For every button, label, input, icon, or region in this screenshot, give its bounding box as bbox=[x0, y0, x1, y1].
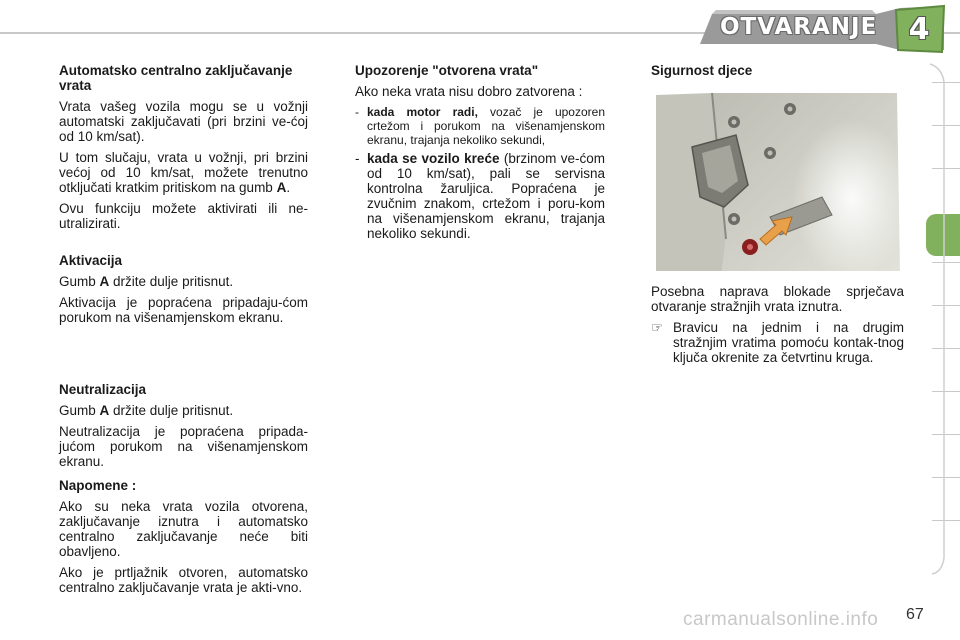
button-a-reference: A bbox=[99, 274, 110, 289]
notes-paragraph-2: Ako je prtljažnik otvoren, automatsko centralno zaključavanje vrata je akti-vno. bbox=[59, 565, 308, 595]
section-title-child-safety: Sigurnost djece bbox=[651, 63, 753, 78]
notes-paragraph-1: Ako su neka vrata vozila otvorena, zaključavanje iznutra i automatsko centralno zaključavanje neće biti obavljeno. bbox=[59, 499, 308, 559]
section-title-activation: Aktivacija bbox=[59, 253, 123, 268]
notes-section bbox=[59, 478, 308, 601]
door-warning-intro: Ako neka vrata nisu dobro zatvorena : bbox=[355, 84, 583, 99]
button-a-reference: A bbox=[99, 403, 110, 418]
activation-paragraph-2: Aktivacija je popraćena pripadaju-ćom porukom na višenamjenskom ekranu. bbox=[59, 295, 308, 325]
section-title-door-open-warning: Upozorenje "otvorena vrata" bbox=[355, 63, 539, 78]
pointing-hand-icon: ☞ bbox=[651, 320, 664, 335]
child-safety-instruction: Bravicu na jednim i na drugim stražnjim vratima pomoću kontak-tnog ključa okrenite za četvrtinu kruga. bbox=[673, 320, 904, 365]
section-title-notes: Napomene : bbox=[59, 478, 137, 493]
neutralization-paragraph-2: Neutralizacija je popraćena pripada-jućom porukom na višenamjenskom ekranu. bbox=[59, 424, 308, 469]
chapter-number: 4 bbox=[908, 12, 930, 47]
engine-running-label: kada motor radi, bbox=[367, 105, 478, 119]
vehicle-moving-label: kada se vozilo kreće bbox=[367, 151, 500, 166]
middle-column bbox=[355, 63, 605, 245]
watermark: carmanualsonline.info bbox=[683, 609, 879, 630]
page-header bbox=[0, 0, 960, 60]
tabs-outline bbox=[920, 60, 960, 580]
activation-paragraph-1: Gumb A držite dulje pritisnut. bbox=[59, 274, 234, 289]
child-lock-illustration bbox=[652, 89, 902, 271]
list-item bbox=[651, 320, 904, 365]
central-locking-paragraph-3: Ovu funkciju možete aktivirati ili ne-utralizirati. bbox=[59, 201, 308, 231]
child-safety-paragraph: Posebna naprava blokade sprječava otvaranje stražnjih vrata iznutra. bbox=[651, 284, 904, 314]
activation-section bbox=[59, 253, 308, 331]
child-safety-text bbox=[651, 284, 904, 369]
neutralization-section bbox=[59, 382, 308, 475]
neutralization-paragraph-1: Gumb A držite dulje pritisnut. bbox=[59, 403, 234, 418]
chapter-title: OTVARANJE bbox=[720, 14, 878, 40]
list-item: - kada motor radi, vozač je upozoren crtežom i porukom na višenamjenskom ekranu, trajanja nekoliko sekundi, bbox=[355, 105, 605, 147]
page-number: 67 bbox=[906, 606, 924, 623]
section-title-neutralization: Neutralizacija bbox=[59, 382, 147, 397]
list-item: - kada se vozilo kreće (brzinom ve-ćom od 10 km/sat), pali se servisna kontrolna žaruljica. Popraćena je zvučnim znakom, crtežom i poru-kom na višenamjenskom ekranu, trajanja nekoliko sekundi. bbox=[355, 151, 605, 241]
button-a-reference: A bbox=[276, 180, 287, 195]
central-locking-paragraph-2: U tom slučaju, vrata u vožnji, pri brzini većoj od 10 km/sat, možete trenutno otključati kratkim pritiskom na gumb A. bbox=[59, 150, 308, 195]
right-column bbox=[651, 63, 904, 84]
section-title-central-locking: Automatsko centralno zaključavanje vrata bbox=[59, 63, 293, 93]
left-column bbox=[59, 63, 308, 237]
central-locking-paragraph-1: Vrata vašeg vozila mogu se u vožnji automatski zaključavati (pri brzini ve-ćoj od 10 km/sat). bbox=[59, 99, 308, 144]
